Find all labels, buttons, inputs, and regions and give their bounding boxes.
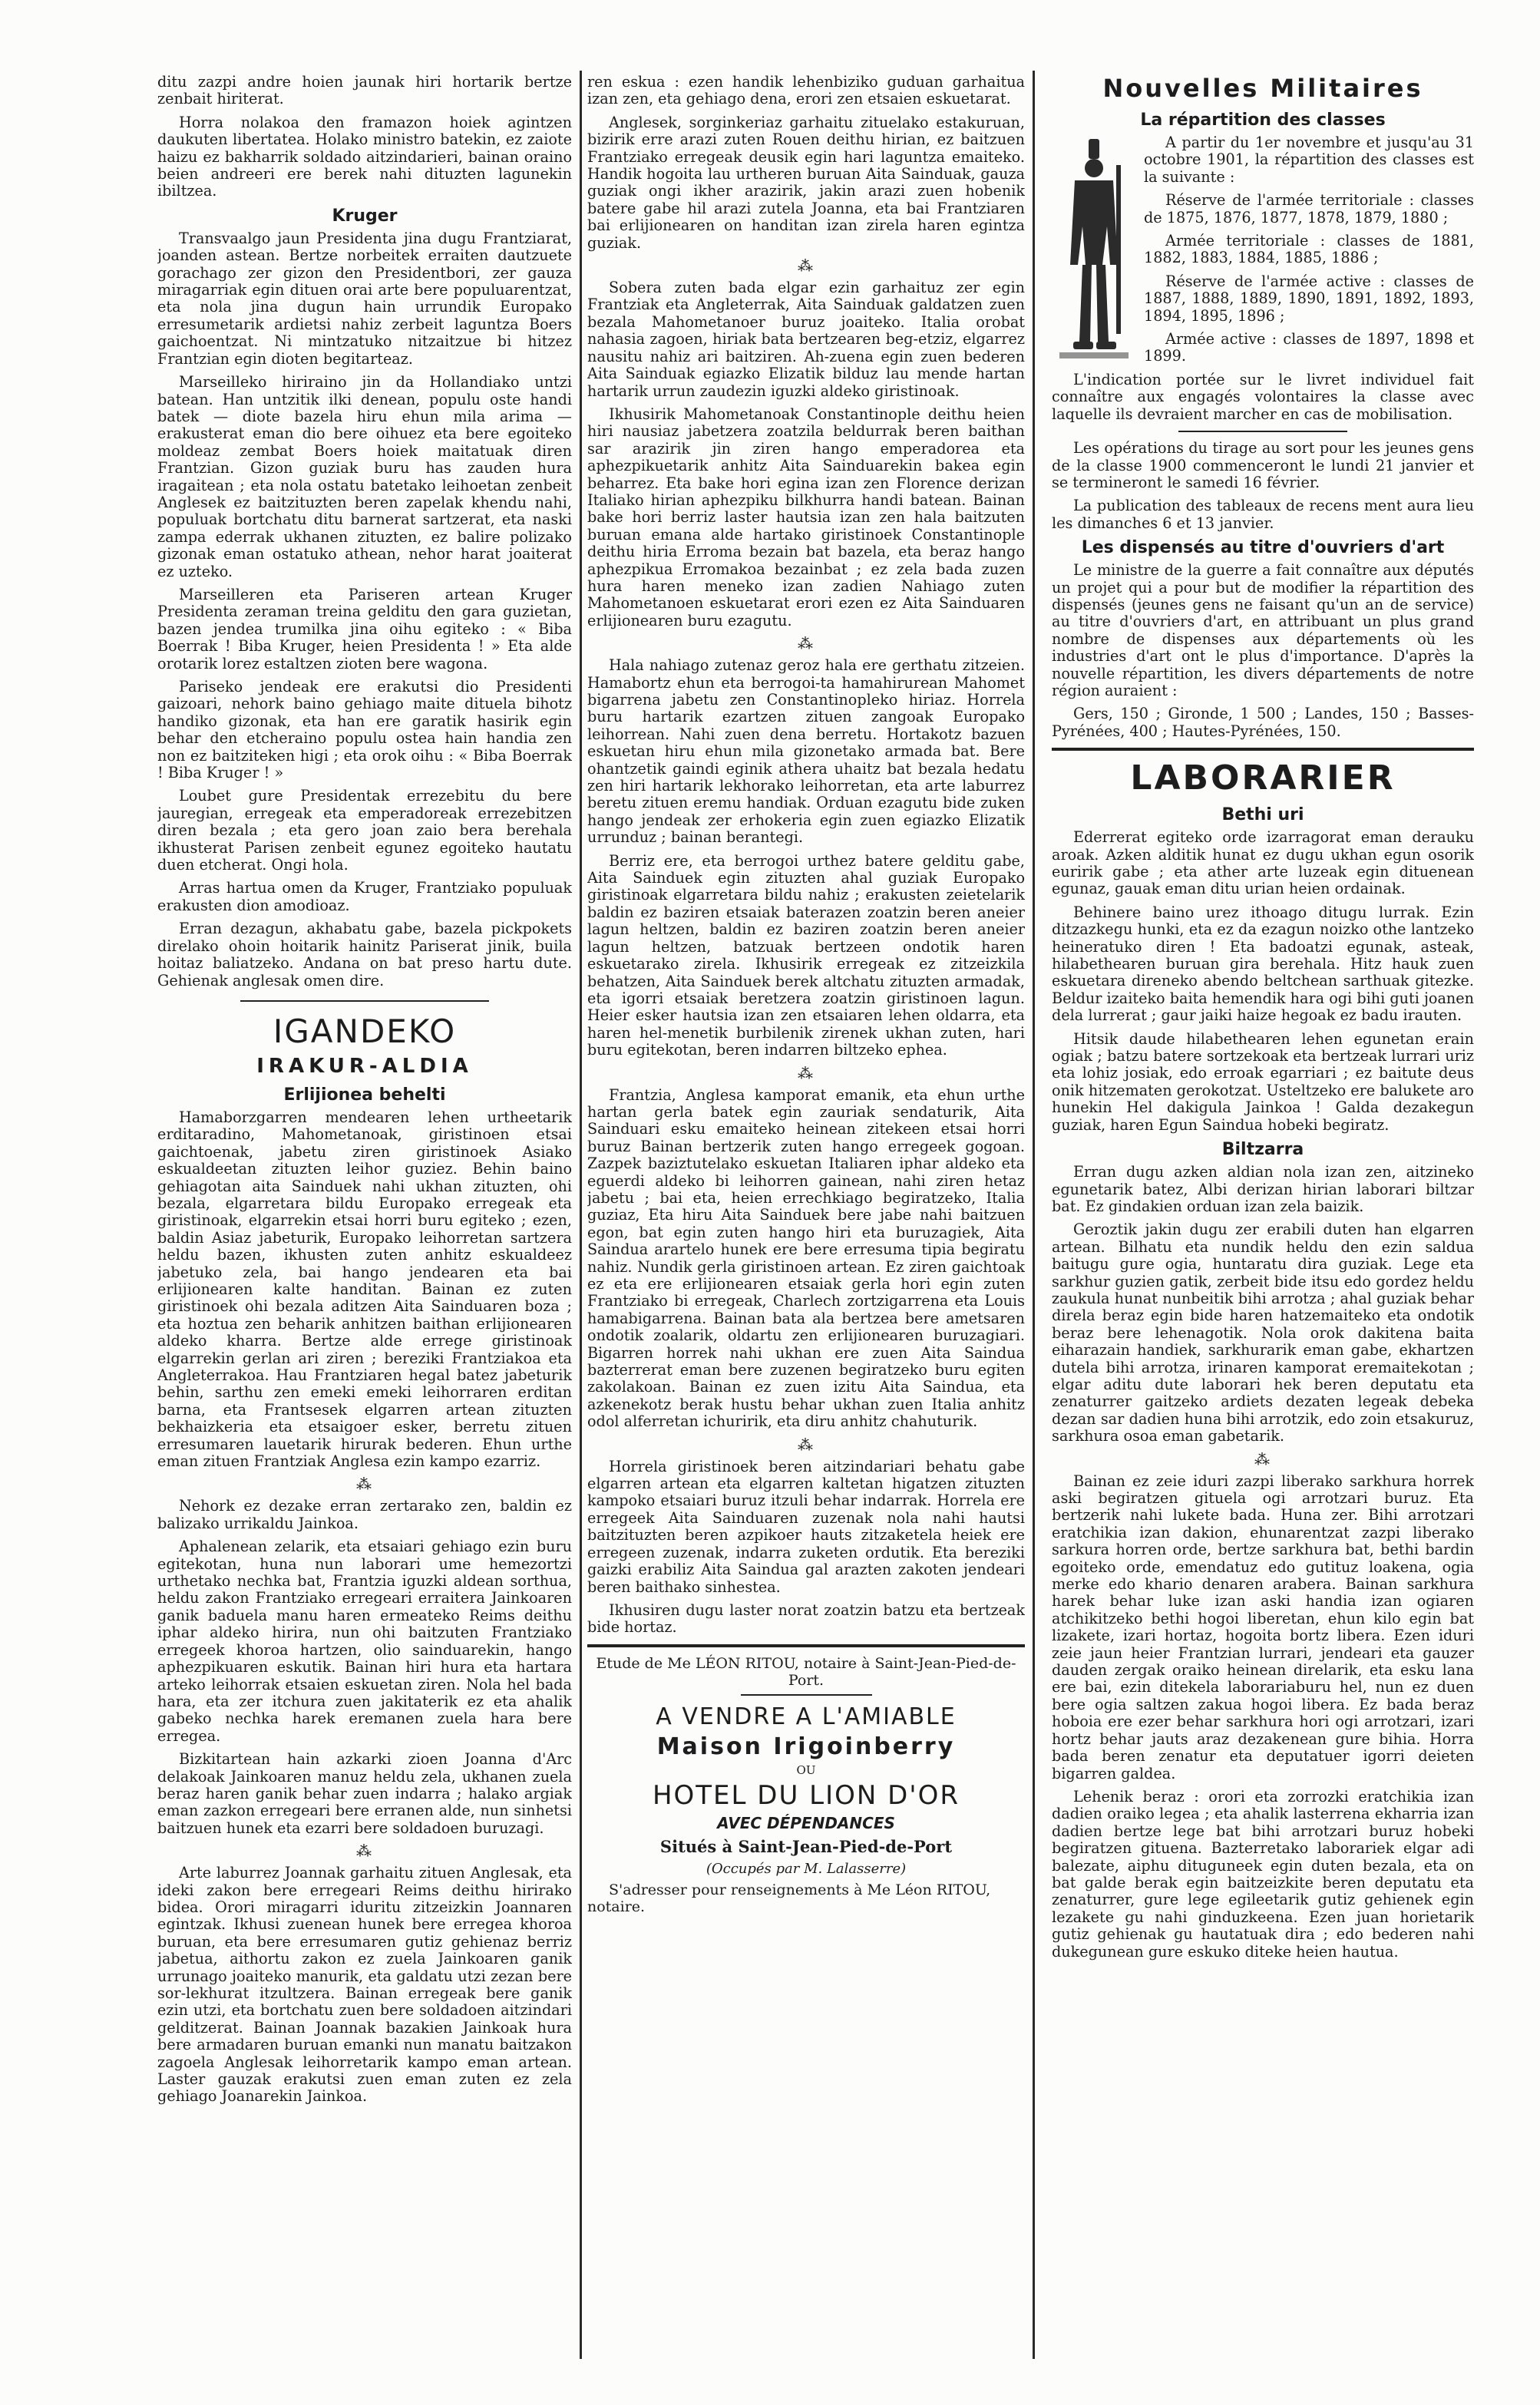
paragraph: Hala nahiago zutenaz geroz hala ere gerthatu zitzeien. Hamabortz ehun eta berrogoi-ta hamahirurean Mahomet bigarrena jabetu zen Constantinopleko hiriaz. Horrela buru hartarik ezartzen zituen zangoak Europako leihorrean. Nahi zuen dena berretu. Hortakotz bazuen eskuetan hiru ehun mila gizonetako armada bat. Bere ohantzetik gaindi eginik athera uhaitz bat bezala hedatu zen hiri hartarik lekhorako leihorretan, eta arte laburrez beretu zituen eremu handiak. Orduan ezagutu bide zuken hango jendeak zer erhokeria egin zuen egiazko Elizatik urrunduz ; bainan berantegi. xyxy=(587,656,1025,847)
paragraph: Lehenik beraz : orori eta zorrozki eratchikia izan dadien oraiko legea ; eta ahalik lasterrena ekharria izan dadien bertze lege bat bihi arrotzari buruz hobeki begiratzen gituena. Bazterretako laborariek elgar adi balezate, aiphu dituguneek egin duten bezala, eta on bat galde berak egin baitzeizkite beren deputatu eta zenaturrer, gure lege egileetarik gutiz gehienek egin lezakete gu nahi ginduzkeena. Ezen juan horietarik gutiz gehienak gu hautatuak dira ; edo bederen nahi dukegunean gure eskuko diteke heien hautua. xyxy=(1052,1787,1474,1961)
paragraph: Réserve de l'armée active : classes de 1887, 1888, 1889, 1890, 1891, 1892, 1893, 1894, 1895, 1896 ; xyxy=(1144,272,1474,325)
heading-laborarier: LABORARIER xyxy=(1130,758,1396,798)
paragraph: Horra nolakoa den framazon hoiek agintzen daukuten libertatea. Holako ministro batekin, ez zaiote haizu ez bakharrik soldado aitzindarieri, bainan oraino beien andreeri ere berek nahi dituzten lagunekin ibiltzea. xyxy=(157,113,572,200)
section-separator: ⁂ xyxy=(798,256,815,276)
heading-nouvelles-militaires: Nouvelles Militaires xyxy=(1102,74,1423,103)
paragraph: Marseilleren eta Pariseren artean Kruger Presidenta zeraman treina gelditu den gara guzietan, bazen jendea trumilka jina oihu egiteko : « Biba Boerrak ! Biba Kruger, heien Presidenta ! » Eta alde orotarik lorez estaltzen zioten bere wagona. xyxy=(157,585,572,672)
ad-vendre: A VENDRE A L'AMIABLE xyxy=(656,1703,957,1730)
ad-ou: OU xyxy=(796,1762,816,1777)
paragraph: Loubet gure Presidentak errezebitu du bere jauregian, erregeak eta emperadoreak errezebitzen diren bezala ; eta gero joan zaio bera berehala ikhusterat Parisen zenbeit egunez egoiteko hautatu duen etcherat. Ongi hola. xyxy=(157,787,572,874)
paragraph: Le ministre de la guerre a fait connaître aux députés un projet qui a pour but de modifier la répartition des dispensés (jeunes gens ne faisant qu'un an de service) au titre d'ouvriers d'art, en attribuant un plus grand nombre de dispenses aux départements où les industries d'art ont le plus d'importance. D'après la nouvelle répartition, les divers départements de notre région auraient : xyxy=(1052,561,1474,699)
column-left xyxy=(157,74,572,2351)
paragraph: Hitsik daude hilabethearen lehen egunetan erain ogiak ; batzu batere sortzekoak eta bertzeak lurrari uriz eta lohiz josiak, edo erroak egarriari ; ez baitute deus onik hitzematen gerokotzat. Usteltzeko ere balukete aro hunekin Hel dakigula Jainkoa ! Galda dezakegun guziak, haren Egun Saindua hobeki begiratz. xyxy=(1052,1029,1474,1134)
paragraph: Ikhusirik Mahometanoak Constantinople deithu heien hiri nausiaz jabetzera zoatzila beldurrak beren baithan sar arazirik jin ziren hango emperadorea eta aphezpikuetarik anhitz Aita Sainduarekin bakea egin beharrez. Eta bake hori egina izan zen Florence derizan Italiako hirian aphezpiku bilkhurra handi batean. Bainan bake hori berriz laster hautsia izan zen hala baitzuten buruan emana alde hartako giristinoek Constantinople deithu hiria Erroma bezain bat bazela, eta beraz hango aphezpikua Erromakoa bezainbat ; ez zela bada zuzen hura haren meneko izan zadien Nahiago zuten Mahometanoen eskuetarat erori ezen ez Aita Sainduaren erlijionearen buru ezagutu. xyxy=(587,405,1025,629)
ad-occupes: (Occupés par M. Lalasserre) xyxy=(706,1860,907,1877)
section-separator: ⁂ xyxy=(798,1063,815,1082)
column-divider xyxy=(580,71,582,2359)
paragraph: Bainan ez zeie iduri zazpi liberako sarkhura horrek aski begiratzen gituela ogi arrotzari buruz. Eta bertzerik nahi lukete bada. Huna zer. Bihi arrotzari eratchikia izan dakion, ehunarentzat zazpi liberako sarkura horren orde, bertze sarkhura bat, bethi bardin egoiteko orde, emendatuz edo gutituz loakena, ogia merke edo khario denaren arabera. Bainan sarkhura harek behar luke izan aski handia izan ogiaren atchikitzeko bethi hogoi liberetan, ehun kilo egin bat lizakete, izari hortaz, hogoita bortz libera. Ezen iduri zeie jaun heier Frantzian lurrari, jendeari eta gauzer dauden zergak oraiko heinean direlarik, eta esku lana ere bai, ezin ditekela laborariaburu hel, nun ez duen bere ogia saltzen zakua hogoi libera. Ez bada beraz hoboia ere ezer behar sarkhura hori ogi arrotzari, izari hortz behar jauts araz dezakenean gure bihia. Horra bada beren zenatur eta deputatuer igorri deieten bigarren galdea. xyxy=(1052,1472,1474,1782)
ad-hotel: HOTEL DU LION D'OR xyxy=(652,1779,960,1811)
paragraph: ditu zazpi andre hoien jaunak hiri hortarik bertze zenbait hiriterat. xyxy=(157,74,572,108)
section-title-repartition: La répartition des classes xyxy=(1140,111,1386,130)
paragraph: Transvaalgo jaun Presidenta jina dugu Frantziarat, joanden astean. Bertze norbeitek erraiten dautzuete gorachago zer gizon den Presidentbori, zer gauza miragarriak egin dituen orai arte bere populuarentzat, eta nola jina dugun hain urrundik Europako erresumetarik ardietsi nahiz zerbeit laguntza Boers gaichoentzat. Ni mintzatuko nitzaitzue bi hitzez Frantzian egin dioten begitarteaz. xyxy=(157,229,572,368)
divider xyxy=(1052,748,1474,751)
paragraph: Sobera zuten bada elgar ezin garhaituz zer egin Frantziak eta Angleterrak, Aita Sainduak galdatzen zuen bezala Mahometanoer buruz joaiteko. Italia orobat nahasia zagoen, hiriak bata bertzearen beg-etziz, elgarrez nausitu nahiz ari baitziren. Ah-zuena egin zuen bederen Aita Sainduak egiazko Elizatik bilduz lau mende hartan hartarik urrun zaudezin iguzki aldeko giristinoak. xyxy=(587,279,1025,400)
paragraph: Nehork ez dezake erran zertarako zen, baldin ez balizako urrikaldu Jainkoa. xyxy=(157,1497,572,1532)
divider xyxy=(587,1644,1025,1647)
soldier-illustration-icon xyxy=(1052,134,1136,365)
section-title-dispenses: Les dispensés au titre d'ouvriers d'art xyxy=(1081,538,1445,558)
divider xyxy=(741,1694,872,1696)
section-title-bethi-uri: Bethi uri xyxy=(1221,805,1304,825)
advertisement xyxy=(587,1655,1025,1916)
ad-etude: Etude de Me LÉON RITOU, notaire à Saint-Jean-Pied-de-Port. xyxy=(596,1654,1016,1690)
paragraph: Arras hartua omen da Kruger, Frantziako populuak erakusten dion amodioaz. xyxy=(157,879,572,914)
paragraph: Frantzia, Anglesa kamporat emanik, eta ehun urthe hartan gerla batek egin zauriak sendaturik, Aita Sainduari esku emaiteko heinean zitekeen etsai horri buruz Bainan bertzerik zuten hango erregeek gogoan. Zazpek baziztutelako eskuetan Italiaren iphar aldeko eta eguerdi aldeko bi leihorren gainean, nahi ziren hetaz jabetu ; bai eta, heien errechkiago begiratzeko, Italia guziaz, Eta hiru Aita Sainduek bere jabe nahi baitzuen egon, bat egin zuten hango hiri eta buruzagiek, Aita Saindua arartelo hunek ere bere erresuma tipia begiratu nahiz. Nundik gerla giristinoen artean. Ez ziren gaichtoak ez eta ere erlijionearen etsaiak gerla hori egin zuten Frantziako bi erregeak, Charlech zortzigarrena eta Louis hamabigarrena. Bainan bata ala bertzea bere ametsaren ondotik zoalarik, oldartu zen erlijionearen buruzagiari. Bigarren horrek nahi ukhan ere zuen Aita Saindua bazterrerat eman bere zuzenen begiratzeko buru egiten zakolakoan. Bainan ez zuen izitu Aita Saindua, eta azkenekotz berak hustu behar ukhan zuen Italia anhitz odol alferretan ichuririk, eta diru anhitz chahuturik. xyxy=(587,1085,1025,1431)
paragraph: Ederrerat egiteko orde izarragorat eman derauku aroak. Azken alditik hunat ez dugu ukhan egun osorik euririk gabe ; eta ather arte luzeak egin dituenean egunaz, gauak eman ditu urian heien ordainak. xyxy=(1052,828,1474,898)
paragraph: Erran dugu azken aldian nola izan zen, aitzineko egunetarik batez, Albi derizan hirian laborari biltzar bat. Ez gindakien orduan izan zela baizik. xyxy=(1052,1163,1474,1215)
paragraph: Aphalenean zelarik, eta etsaiari gehiago ezin buru egitekotan, huna nun laborari ume hemezortzi urthetako nechka bat, Frantzia iguzki aldean sorthua, heldu zakon Frantziako erregeari erraitera Jainkoaren ganik baduela manu haren ermeateko Reims deithu iphar aldeko hirira, nun ohi baitzuten Frantziako erregeek khoroa hartzen, olio sainduarekin, hango aphezpikuaren eskutik. Bainan hiri hura eta hartara arteko leihorrak etsaien eskuetan ziren. Nola hel bada hara, eta zer itchura zuen jakitaterik ez eta ahalik gabeko nechka harek eremanen zuela hara bere erregea. xyxy=(157,1538,572,1745)
paragraph: Anglesek, sorginkeriaz garhaitu zituelako estakuruan, bizirik erre arazi zuten Rouen deithu hirian, ez baitzuen Frantziako erregeak deusik egin hari laguntza emaiteko. Handik hogoita lau urtheren buruan Aita Sainduak, gauza guziak ongi ikher arazirik, jakin arazi zuen hobenik batere gabe hil arazi zutela Joanna, eta bai Frantziaren bai erlijionearen on handitan izan zirela haren egintza guziak. xyxy=(587,113,1025,252)
paragraph: ren eskua : ezen handik lehenbiziko guduan garhaitua izan zen, eta gehiago dena, erori zen etsaien eskuetarat. xyxy=(587,74,1025,108)
column-right xyxy=(1052,74,1474,2351)
divider xyxy=(1178,431,1347,432)
paragraph: Marseilleko hiriraino jin da Hollandiako untzi batean. Han untzitik ilki denean, populu oste handi batek — diote bazela hiru ehun mila arima — erakusterat eman dio bere oihuez eta bere egoiteko moldeaz zembat Boers hoiek maitatuak diren Frantzian. Gizon guziak buru has zauden hura iragaitean ; eta nola ostatu batetako leihoetan zenbeit Anglesek ez baitzituzten beren zapelak khendu nahi, populuak bortchatu ditu barnerat sartzerat, eta naski zampa ederrak ukhanen zituzten, ez balire polizako gizonak eman ostatuko athean, nehor harat joaiterat ez uzteko. xyxy=(157,373,572,580)
paragraph: Hamaborzgarren mendearen lehen urtheetarik erditaradino, Mahometanoak, giristinoen etsai gaichtoenak, jabetu ziren giristinoek Asiako eskualdeetan zituzten leihor guziez. Behin baino gehiagotan aita Sainduek nahi ukhan zituzten, ohi bezala, elgarretara bildu Europako erregeak eta giristinoak, elgarrekin etsai horri buru egiteko ; ezen, baldin Asiaz jabeturik, Europako leihorretan sartzera heldu bazen, ikhusten zuten anhitz eskualdeez jabetuko zela, bai hango jendearen eta bai erlijionearen kalte handitan. Bainan ez zuten giristinoek ohi bezala aditzen Aita Sainduaren boza ; eta hoztua zen beharik anhitzen baithan erlijionearen aldeko kharra. Bertze alde errege giristinoak elgarrekin gerlan ari ziren ; bereziki Frantziakoa eta Angleterrakoa. Hau Frantziaren hegal batez jabeturik behin, sarthu zen emeki emeki leihorraren erditan barna, eta Frantsesek elgarren artean zituzten bekhaizkeria eta etsaigoer esker, berretu zituen erresumaren lauetarik hirurak bederen. Ehun urthe eman zituen Frantziak Anglesa ezin kampo ezarriz. xyxy=(157,1108,572,1471)
ad-dependances: AVEC DÉPENDANCES xyxy=(717,1813,895,1832)
paragraph: Erran dezagun, akhabatu gabe, bazela pickpokets direlako ohoin hoitarik hainitz Pariserat jinik, buila hoitaz baliatzeko. Andana on bat preso hartu dute. Gehienak anglesak omen dire. xyxy=(157,920,572,989)
section-title-kruger: Kruger xyxy=(332,206,398,226)
column-middle xyxy=(587,74,1025,2351)
ad-situes: Situés à Saint-Jean-Pied-de-Port xyxy=(659,1836,953,1856)
paragraph: Behinere baino urez ithoago ditugu lurrak. Ezin ditzazkegu hunki, eta ez da ezagun noizko othe lantzeko heineratuko diren ! Eta badoatzi egunak, asteak, hilabethearen buruan gira berehala. Hitz hauk zuen eskuetara direneko abendo beltchean sarthuak gitezke. Beldur izaiteko baita hemendik hara ogi bihi guti joanen dela lurrerat ; gaur jaiki haize hegoak ez badu irauten. xyxy=(1052,903,1474,1025)
heading-igandeko: IGANDEKO xyxy=(273,1012,457,1050)
section-separator: ⁂ xyxy=(798,634,815,653)
section-title-erlijionea: Erlijionea behelti xyxy=(283,1085,446,1105)
paragraph: Les opérations du tirage au sort pour les jeunes gens de la classe 1900 commenceront le lundi 21 janvier et se termineront le samedi 16 février. xyxy=(1052,439,1474,491)
paragraph: Bizkitartean hain azkarki zioen Joanna d'Arc delakoak Jainkoaren manuz heldu zela, ukhanen zuela beraz haren ganik behar zuen indarra ; halako argiak eman zazkon erregeari bere erranen alde, nun sinhetsi baitzuen hunek eta ezarri bere soldadoen buruzagi. xyxy=(157,1750,572,1837)
ad-maison: Maison Irigoinberry xyxy=(656,1733,956,1760)
column-divider xyxy=(1033,71,1035,2359)
section-separator: ⁂ xyxy=(356,1475,373,1494)
paragraph: A partir du 1er novembre et jusqu'au 31 octobre 1901, la répartition des classes est la suivante : xyxy=(1144,134,1474,186)
section-title-biltzarra: Biltzarra xyxy=(1221,1140,1304,1160)
paragraph: La publication des tableaux de recens ment aura lieu les dimanches 6 et 13 janvier. xyxy=(1052,497,1474,532)
section-separator: ⁂ xyxy=(798,1435,815,1454)
paragraph: Arte laburrez Joannak garhaitu zituen Anglesak, eta ideki zakon bere erregeari Reims deithu hirirako bidea. Orori miragarri iduritu zitzeizkin Joannaren egintzak. Ikhusi zuenean hunek bere erregea khoroa buruan, eta bere erresumaren gutiz gehienaz berriz jabetua, aithortu zakon ez zuela Jainkoaren ganik urrunago joaiteko manurik, eta galdatu utzi zezan bere sor-lekhurat itzultzera. Bainan erregeak bere ganik ezin utzi, eta bortchatu zuen bere soldadoen aitzindari gelditzerat. Bainan Joannak bazakien Jainkoak hura bere armadaren buruan emanki nun manatu baitzakon zagoela Anglesak leihorretarik kampo eman artean. Laster gauzak erakutsi zuen eman zuten ez zela gehiago Joanarekin Jainkoa. xyxy=(157,1864,572,2106)
paragraph: Berriz ere, eta berrogoi urthez batere gelditu gabe, Aita Sainduek egin zituzten ahal guziak Europako giristinoak elgarretara bildu nahiz ; erakusten zeietelarik baldin ez baziren etsaiak baterazen zoatzin beren aneier lagun heltzen, baldin ez baziren zoatzin beren aneier lagun heltzen, batzuak bertzeen ondotik haren eskuetarako zirela. Ikhusirik erregeak ez zitzeizkila behatzen, Aita Sainduek berek altchatu zituzten armadak, eta igorri etsaiak beretzera zoatzin giristinoen lagun. Heier esker hautsia izan zen etsaiaren lehen oldarra, eta haren hel-menetik burbilenik zirenek ukhan zuten, hari buru egitekotan, beren indarren biltzeko ephea. xyxy=(587,851,1025,1059)
paragraph: Geroztik jakin dugu zer erabili duten han elgarren artean. Bilhatu eta nundik heldu den ezin saldua baitugu gure ogia, huntaratu dira guziak. Lege eta sarkhur guzien gatik, zerbeit bide itsu edo gordez heldu zaukula hunat nunbeitik bihi arrotza ; ahal guziak behar direla beraz egin bide haren hatzemaiteko eta ondotik beraz bere lehenagotik. Nola orok dakitena baita eiharazain handiek, sarkhurarik eman gabe, ekhartzen dutela bihi arrotza, irinaren kamporat eremaitekotan ; elgar aditu dute laborari hek beren deputatu eta zenaturrer gaitzeko ardiets dezaten legeak debeka dezan sar dadien huna bihi arrotzik, edo zoin etsakuruz, sarkhura osoa eman gabetarik. xyxy=(1052,1221,1474,1445)
paragraph: Horrela giristinoek beren aitzindariari behatu gabe elgarren artean eta elgarren kaltetan higatzen zituzten kampoko etsaiari buruz itzuli behar indarrak. Horrela ere erregeek Aita Sainduaren zuzenak nola nahi hautsi baitzituzten beren azpikoer hauts zitzaketela heiek ere erregeen zuzenak, indarra zuketen ordutik. Eta bereziki gaizki erabiliz Aita Saindua gal arazten zakoten jendeari beren baithako sinhestea. xyxy=(587,1457,1025,1596)
paragraph: Armée active : classes de 1897, 1898 et 1899. xyxy=(1144,330,1474,365)
ad-renseignements: S'adresser pour renseignements à Me Léon RITOU, notaire. xyxy=(587,1881,991,1915)
paragraph: Ikhusiren dugu laster norat zoatzin batzu eta bertzeak bide hortaz. xyxy=(587,1601,1025,1637)
divider xyxy=(240,1000,489,1002)
heading-irakur-aldia: IRAKUR-ALDIA xyxy=(256,1054,473,1078)
paragraph: Gers, 150 ; Gironde, 1 500 ; Landes, 150 ; Basses-Pyrénées, 400 ; Hautes-Pyrénées, 150. xyxy=(1052,705,1474,740)
paragraph: Pariseko jendeak ere erakutsi dio Presidenti gaizoari, nehork baino gehiago maite dituela bihotz handiko gizonak, eta han ere garatik hasirik egin behar den etcheraino populu ostea hain handia zen non ez baitziteken higi ; eta orok oihu : « Biba Boerrak ! Biba Kruger ! » xyxy=(157,678,572,782)
section-separator: ⁂ xyxy=(356,1842,373,1861)
paragraph: L'indication portée sur le livret individuel fait connaître aux engagés volontaires la classe avec laquelle ils devraient marcher en cas de mobilisation. xyxy=(1052,370,1474,423)
paragraph: Armée territoriale : classes de 1881, 1882, 1883, 1884, 1885, 1886 ; xyxy=(1144,232,1474,267)
paragraph: Réserve de l'armée territoriale : classes de 1875, 1876, 1877, 1878, 1879, 1880 ; xyxy=(1144,191,1474,226)
section-separator: ⁂ xyxy=(1254,1449,1271,1468)
